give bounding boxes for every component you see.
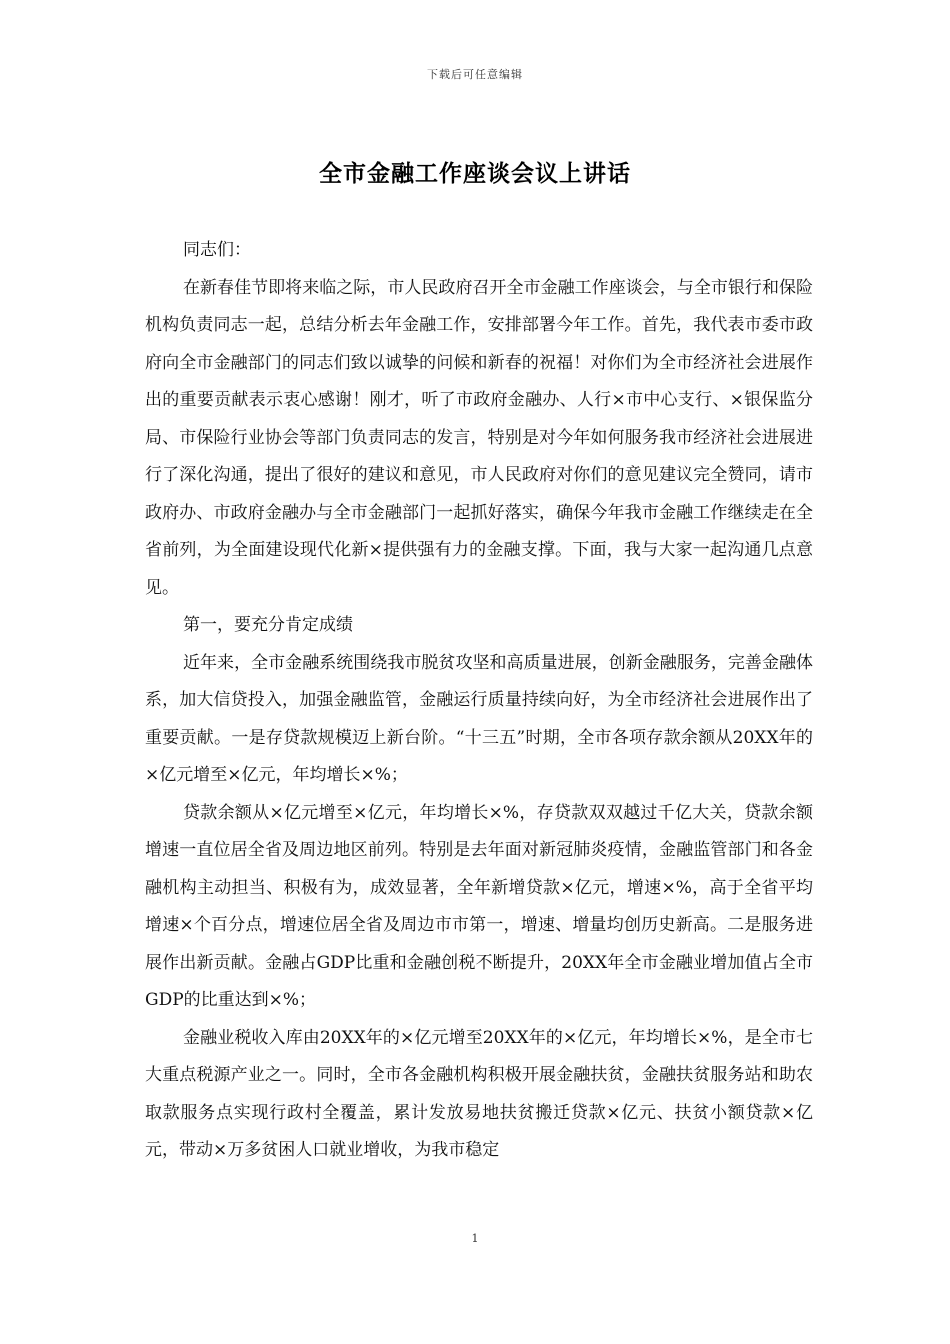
page-header-note: 下载后可任意编辑 bbox=[427, 68, 523, 81]
document-title: 全市金融工作座谈会议上讲话 bbox=[319, 160, 631, 187]
body-paragraph: 在新春佳节即将来临之际，市人民政府召开全市金融工作座谈会，与全市银行和保险机构负责同志一起，总结分析去年金融工作，安排部署今年工作。首先，我代表市委市政府向全市金融部门的同志们致以诚挚的问候和新春的祝福！对你们为全市经济社会进展作出的重要贡献表示衷心感谢！刚才，听了市政府金融办、人行×市中心支行、×银保监分局、市保险行业协会等部门负责同志的发言，特别是对今年如何服务我市经济社会进展进行了深化沟通，提出了很好的建议和意见，市人民政府对你们的意见建议完全赞同，请市政府办、市政府金融办与全市金融部门一起抓好落实，确保今年我市金融工作继续走在全省前列，为全面建设现代化新×提供强有力的金融支撑。下面，我与大家一起沟通几点意见。 bbox=[145, 277, 813, 598]
body-paragraph: 贷款余额从×亿元增至×亿元，年均增长×%，存贷款双双越过千亿大关，贷款余额增速一直位居全省及周边地区前列。特别是去年面对新冠肺炎疫情，金融监管部门和各金融机构主动担当、积极有为，成效显著，全年新增贷款×亿元，增速×%，高于全省平均增速×个百分点，增速位居全省及周边市市第一，增速、增量均创历史新高。二是服务进展作出新贡献。金融占GDP比重和金融创税不断提升，20XX年全市金融业增加值占全市GDP的比重达到×%； bbox=[145, 802, 813, 1010]
body-paragraph: 金融业税收入库由20XX年的×亿元增至20XX年的×亿元，年均增长×%，是全市七大重点税源产业之一。同时，全市各金融机构积极开展金融扶贫，金融扶贫服务站和助农取款服务点实现行政村全覆盖，累计发放易地扶贫搬迁贷款×亿元、扶贫小额贷款×亿元，带动×万多贫困人口就业增收，为我市稳定 bbox=[145, 1027, 813, 1160]
body-paragraph: 近年来，全市金融系统围绕我市脱贫攻坚和高质量进展，创新金融服务，完善金融体系，加大信贷投入，加强金融监管，金融运行质量持续向好，为全市经济社会进展作出了重要贡献。一是存贷款规模迈上新台阶。“十三五”时期，全市各项存款余额从20XX年的×亿元增至×亿元，年均增长×%； bbox=[145, 652, 813, 785]
salutation-paragraph: 同志们： bbox=[183, 240, 251, 260]
section-heading: 第一，要充分肯定成绩 bbox=[183, 615, 353, 635]
page-number: 1 bbox=[471, 1232, 479, 1245]
document-body bbox=[145, 232, 813, 1170]
